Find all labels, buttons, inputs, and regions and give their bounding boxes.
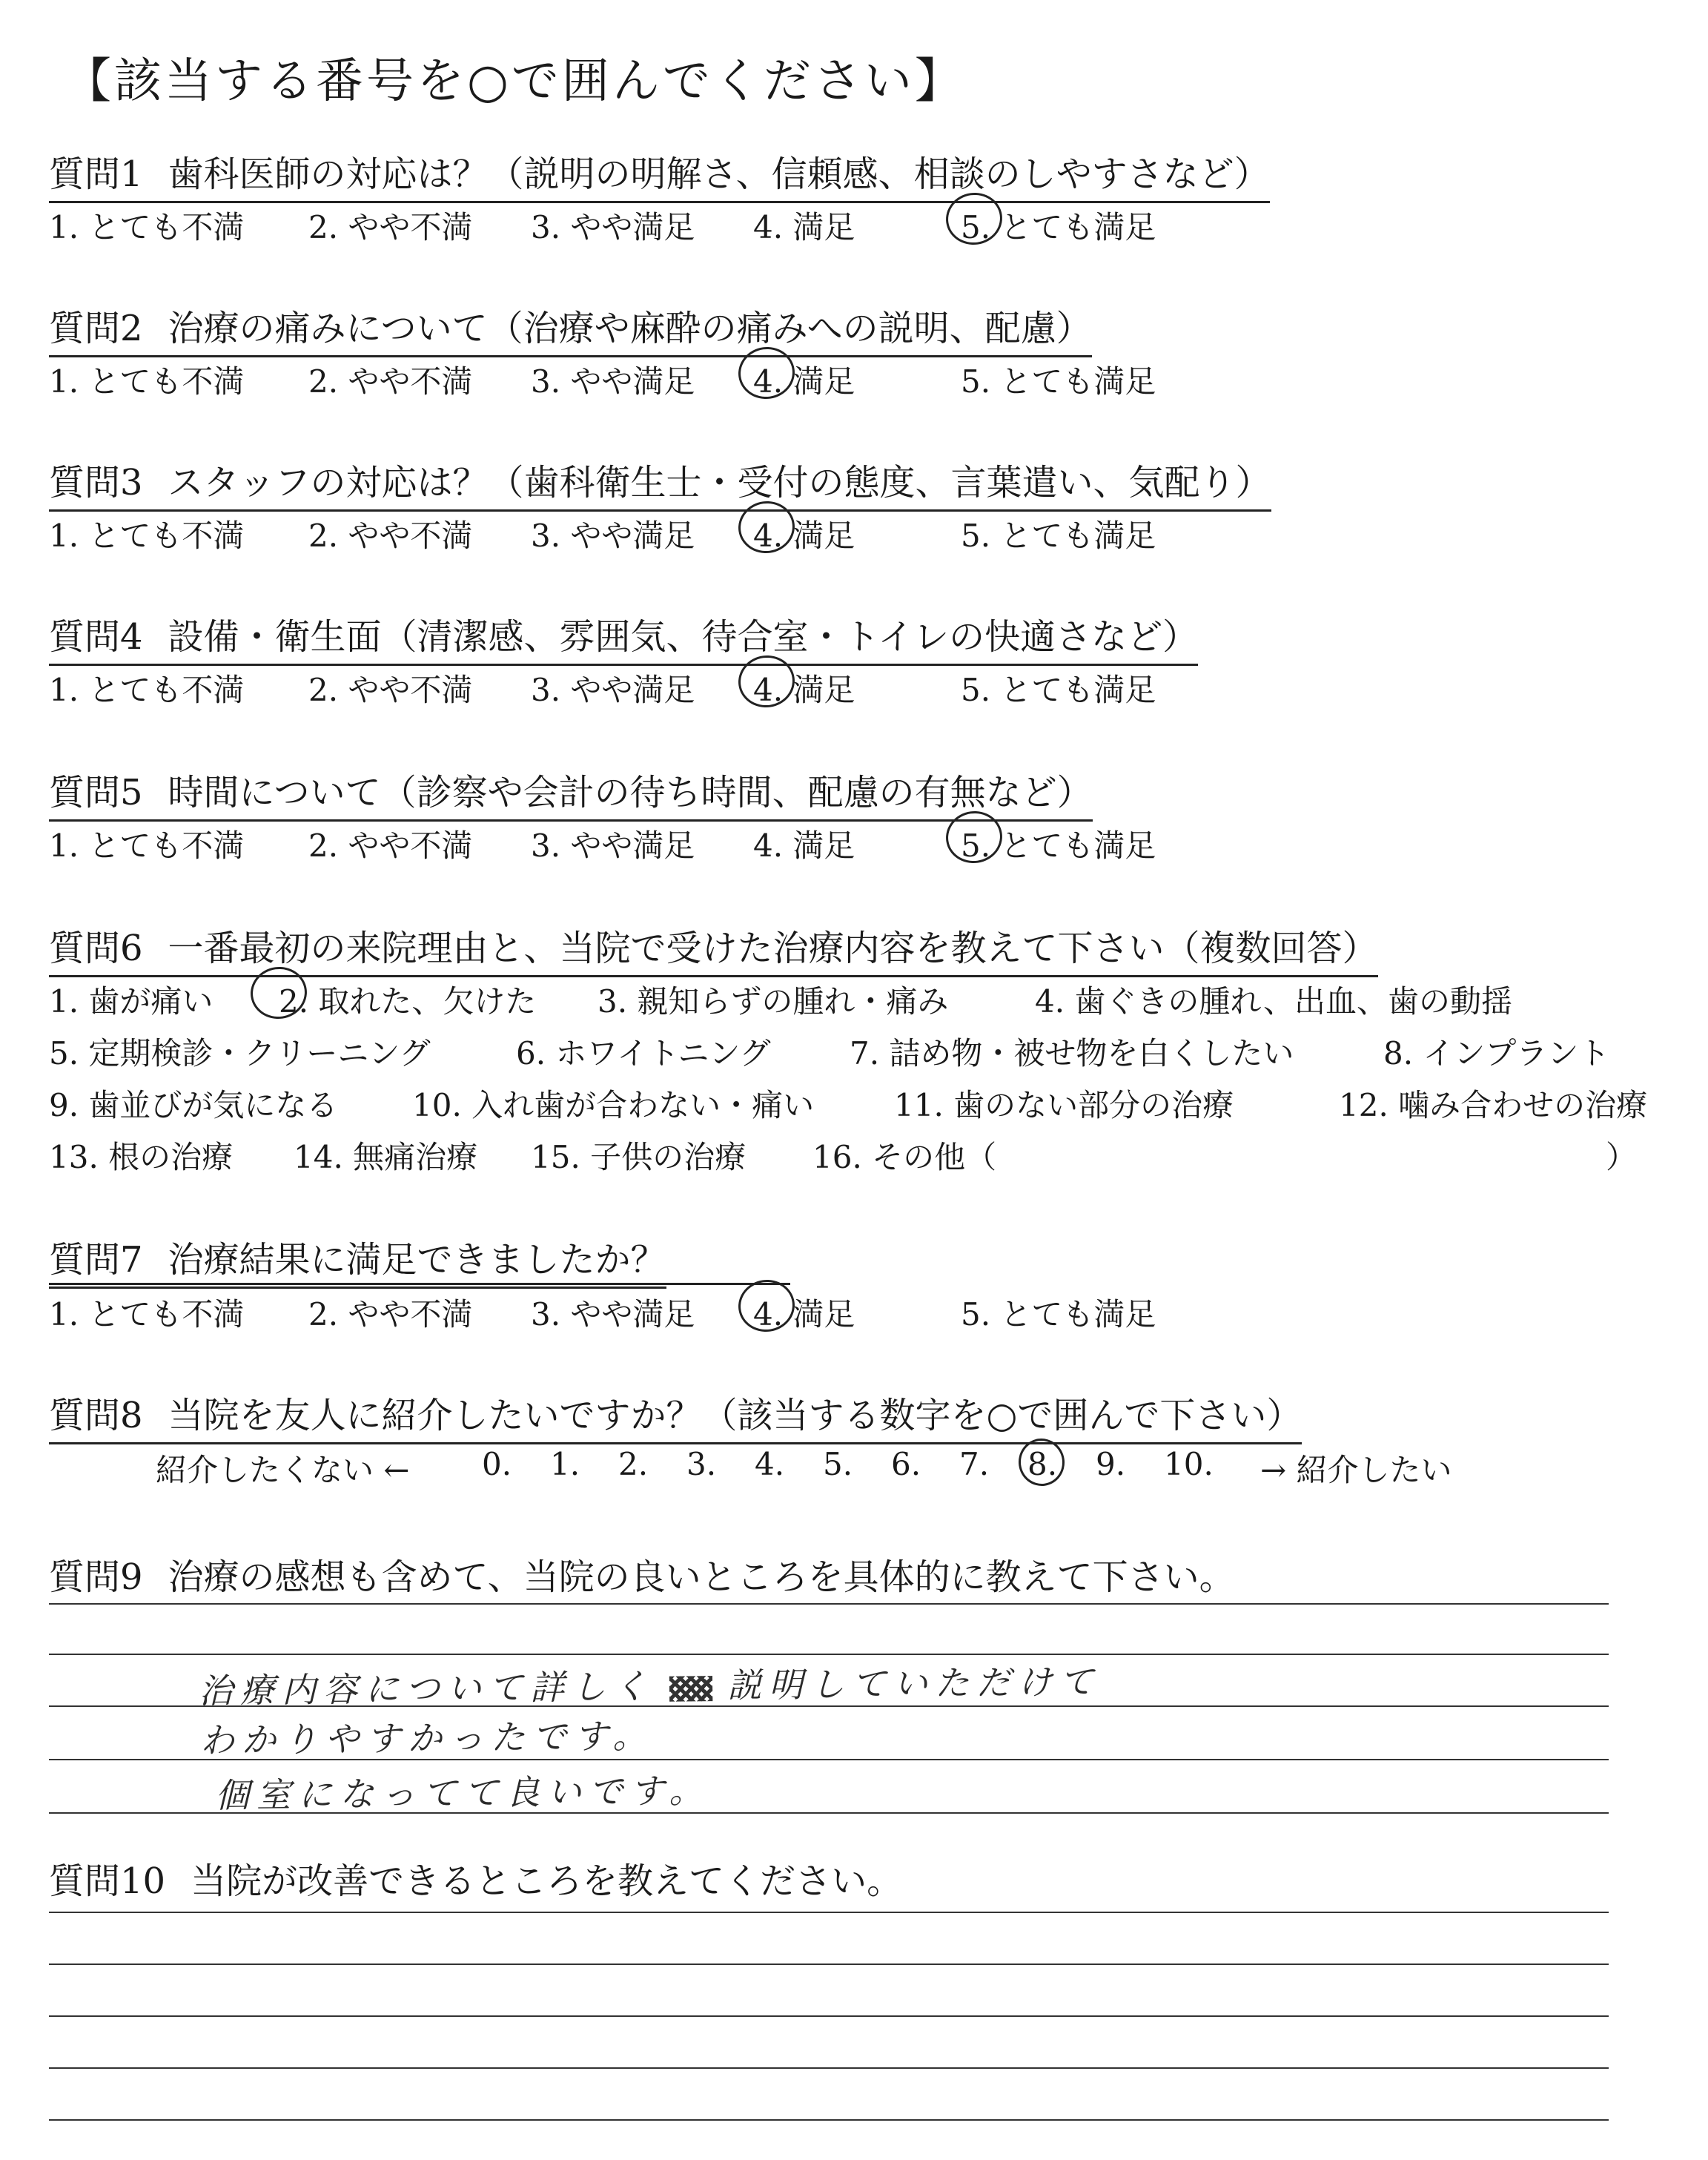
q6-option-14[interactable]: 14. 無痛治療 [294,1139,478,1175]
q10-answer-line [49,2119,1609,2121]
question-10-text: 当院が改善できるところを教えてください。 [191,1860,903,1902]
q4-option-3[interactable]: 3. やや満足 [531,672,695,708]
question-1-number: 質問1 [49,153,143,195]
q9-handwritten-line-2: わかりやすかったです。 [199,1715,655,1761]
q2-option-4[interactable]: 4. 満足 [753,363,855,400]
q8-scale-6[interactable]: 6. [891,1446,921,1482]
q8-scale-4[interactable]: 4. [755,1446,785,1482]
q4-option-4[interactable]: 4. 満足 [753,672,855,708]
question-2-options [49,357,1235,409]
question-10-number: 質問10 [49,1860,166,1902]
q8-right-label: → 紹介したい [1260,1452,1452,1488]
q9-handwritten-line-3: 個室になってて良いです。 [214,1770,711,1816]
q3-option-1[interactable]: 1. とても不満 [49,518,245,554]
q7-option-3[interactable]: 3. やや満足 [531,1296,695,1332]
q6-option-12[interactable]: 12. 噛み合わせの治療 [1339,1087,1648,1123]
q8-scale-5[interactable]: 5. [823,1446,853,1482]
question-4-text: 設備・衛生面（清潔感、雰囲気、待合室・トイレの快適さなど） [168,616,1199,658]
q3-option-2[interactable]: 2. やや不満 [308,518,473,554]
question-6-title [49,919,1378,977]
q3-option-3[interactable]: 3. やや満足 [531,518,695,554]
question-3-number: 質問3 [49,462,143,503]
q6-option-16[interactable]: 16. その他（ [812,1139,997,1175]
question-4-title [49,608,1198,666]
q7-underline-ext [49,1283,790,1285]
q10-answer-line [49,2015,1609,2017]
question-3-title [49,454,1271,512]
question-6-options [49,977,1680,1200]
question-3-options [49,512,1235,564]
q7-option-1[interactable]: 1. とても不満 [49,1296,245,1332]
q1-option-1[interactable]: 1. とても不満 [49,209,245,245]
question-7-options [49,1290,1235,1342]
q1-option-4[interactable]: 4. 満足 [753,209,855,245]
q6-option-6[interactable]: 6. ホワイトニング [516,1035,771,1071]
q9-answer-line [49,1603,1609,1605]
q6-option-9[interactable]: 9. 歯並びが気になる [49,1087,338,1123]
q8-scale-8[interactable]: 8. [1027,1446,1058,1482]
q6-option-5[interactable]: 5. 定期検診・クリーニング [49,1035,431,1071]
q2-option-5[interactable]: 5. とても満足 [961,363,1156,400]
q7-option-5[interactable]: 5. とても満足 [961,1296,1156,1332]
q8-scale-1[interactable]: 1. [550,1446,580,1482]
q8-scale-10[interactable]: 10. [1164,1446,1214,1482]
q6-option-11[interactable]: 11. 歯のない部分の治療 [894,1087,1234,1123]
q9-handwritten-line-1: 治療内容について詳しく 説明していただけて [198,1661,1102,1711]
q8-scale-7[interactable]: 7. [959,1446,990,1482]
q6-option-7[interactable]: 7. 詰め物・被せ物を白くしたい [850,1035,1294,1071]
q8-scale-9[interactable]: 9. [1096,1446,1126,1482]
q6-option-15[interactable]: 15. 子供の治療 [531,1139,747,1175]
question-4-number: 質問4 [49,616,143,658]
q7-option-2[interactable]: 2. やや不満 [308,1296,473,1332]
q3-option-5[interactable]: 5. とても満足 [961,518,1156,554]
question-2-title [49,300,1092,357]
q9-answer-line [49,1654,1609,1655]
q3-option-4[interactable]: 4. 満足 [753,518,855,554]
q6-option-8[interactable]: 8. インプラント [1383,1035,1610,1071]
q10-answer-line [49,1912,1609,1913]
question-5-title [49,764,1093,822]
q6-option-4[interactable]: 4. 歯ぐきの腫れ、出血、歯の動揺 [1035,983,1512,1020]
q10-answer-line [49,1964,1609,1965]
question-4-options [49,666,1235,718]
question-7-text: 治療結果に満足できましたか？ [168,1239,666,1281]
question-7-title [49,1231,666,1289]
question-8-number: 質問8 [49,1395,143,1436]
q8-scale-3[interactable]: 3. [686,1446,717,1482]
q5-option-1[interactable]: 1. とても不満 [49,828,245,864]
q1-option-2[interactable]: 2. やや不満 [308,209,473,245]
question-8-scale [156,1446,1564,1498]
question-3-text: スタッフの対応は？（歯科衛生士・受付の態度、言葉遣い、気配り） [168,462,1271,503]
q7-option-4[interactable]: 4. 満足 [753,1296,855,1332]
question-1-text: 歯科医師の対応は？（説明の明解さ、信頼感、相談のしやすさなど） [168,153,1270,195]
q8-left-label: 紹介したくない ← [156,1452,410,1488]
question-9-number: 質問9 [49,1556,143,1598]
q5-option-5[interactable]: 5. とても満足 [961,828,1156,864]
q8-scale-0[interactable]: 0. [482,1446,512,1482]
question-7-number: 質問7 [49,1239,143,1281]
question-9-title [49,1548,1235,1599]
q6-option-10[interactable]: 10. 入れ歯が合わない・痛い [412,1087,815,1123]
q4-option-2[interactable]: 2. やや不満 [308,672,473,708]
question-1-options [49,203,1235,255]
q6-option-3[interactable]: 3. 親知らずの腫れ・痛み [598,983,949,1020]
q6-option-2[interactable]: 2. 取れた、欠けた [279,983,537,1020]
question-2-number: 質問2 [49,308,143,349]
q10-answer-line [49,2067,1609,2069]
question-10-title [49,1852,902,1903]
q8-scale-2[interactable]: 2. [618,1446,649,1482]
q2-option-2[interactable]: 2. やや不満 [308,363,473,400]
q6-option-13[interactable]: 13. 根の治療 [49,1139,234,1175]
question-6-number: 質問6 [49,928,143,969]
q5-option-2[interactable]: 2. やや不満 [308,828,473,864]
q4-option-5[interactable]: 5. とても満足 [961,672,1156,708]
q1-option-5[interactable]: 5. とても満足 [961,209,1156,245]
crossed-out-scribble [669,1676,712,1702]
q2-option-1[interactable]: 1. とても不満 [49,363,245,400]
question-9-text: 治療の感想も含めて、当院の良いところを具体的に教えて下さい。 [168,1556,1235,1598]
question-5-number: 質問5 [49,772,143,813]
question-5-options [49,822,1235,873]
question-6-text: 一番最初の来院理由と、当院で受けた治療内容を教えて下さい（複数回答） [168,928,1378,969]
question-8-text: 当院を友人に紹介したいですか？（該当する数字を○で囲んで下さい） [168,1395,1302,1436]
q2-option-3[interactable]: 3. やや満足 [531,363,695,400]
q4-option-1[interactable]: 1. とても不満 [49,672,245,708]
q5-option-3[interactable]: 3. やや満足 [531,828,695,864]
q5-option-4[interactable]: 4. 満足 [753,828,855,864]
q1-option-3[interactable]: 3. やや満足 [531,209,695,245]
question-5-text: 時間について（診察や会計の待ち時間、配慮の有無など） [168,772,1093,813]
question-8-title [49,1387,1302,1444]
q6-option-1[interactable]: 1. 歯が痛い [49,983,214,1020]
question-2-text: 治療の痛みについて（治療や麻酔の痛みへの説明、配慮） [168,308,1092,349]
page-header: 【該当する番号を○で囲んでください】 [64,54,965,109]
q6-option-16-close: ） [1606,1139,1638,1175]
question-1-title [49,145,1270,203]
